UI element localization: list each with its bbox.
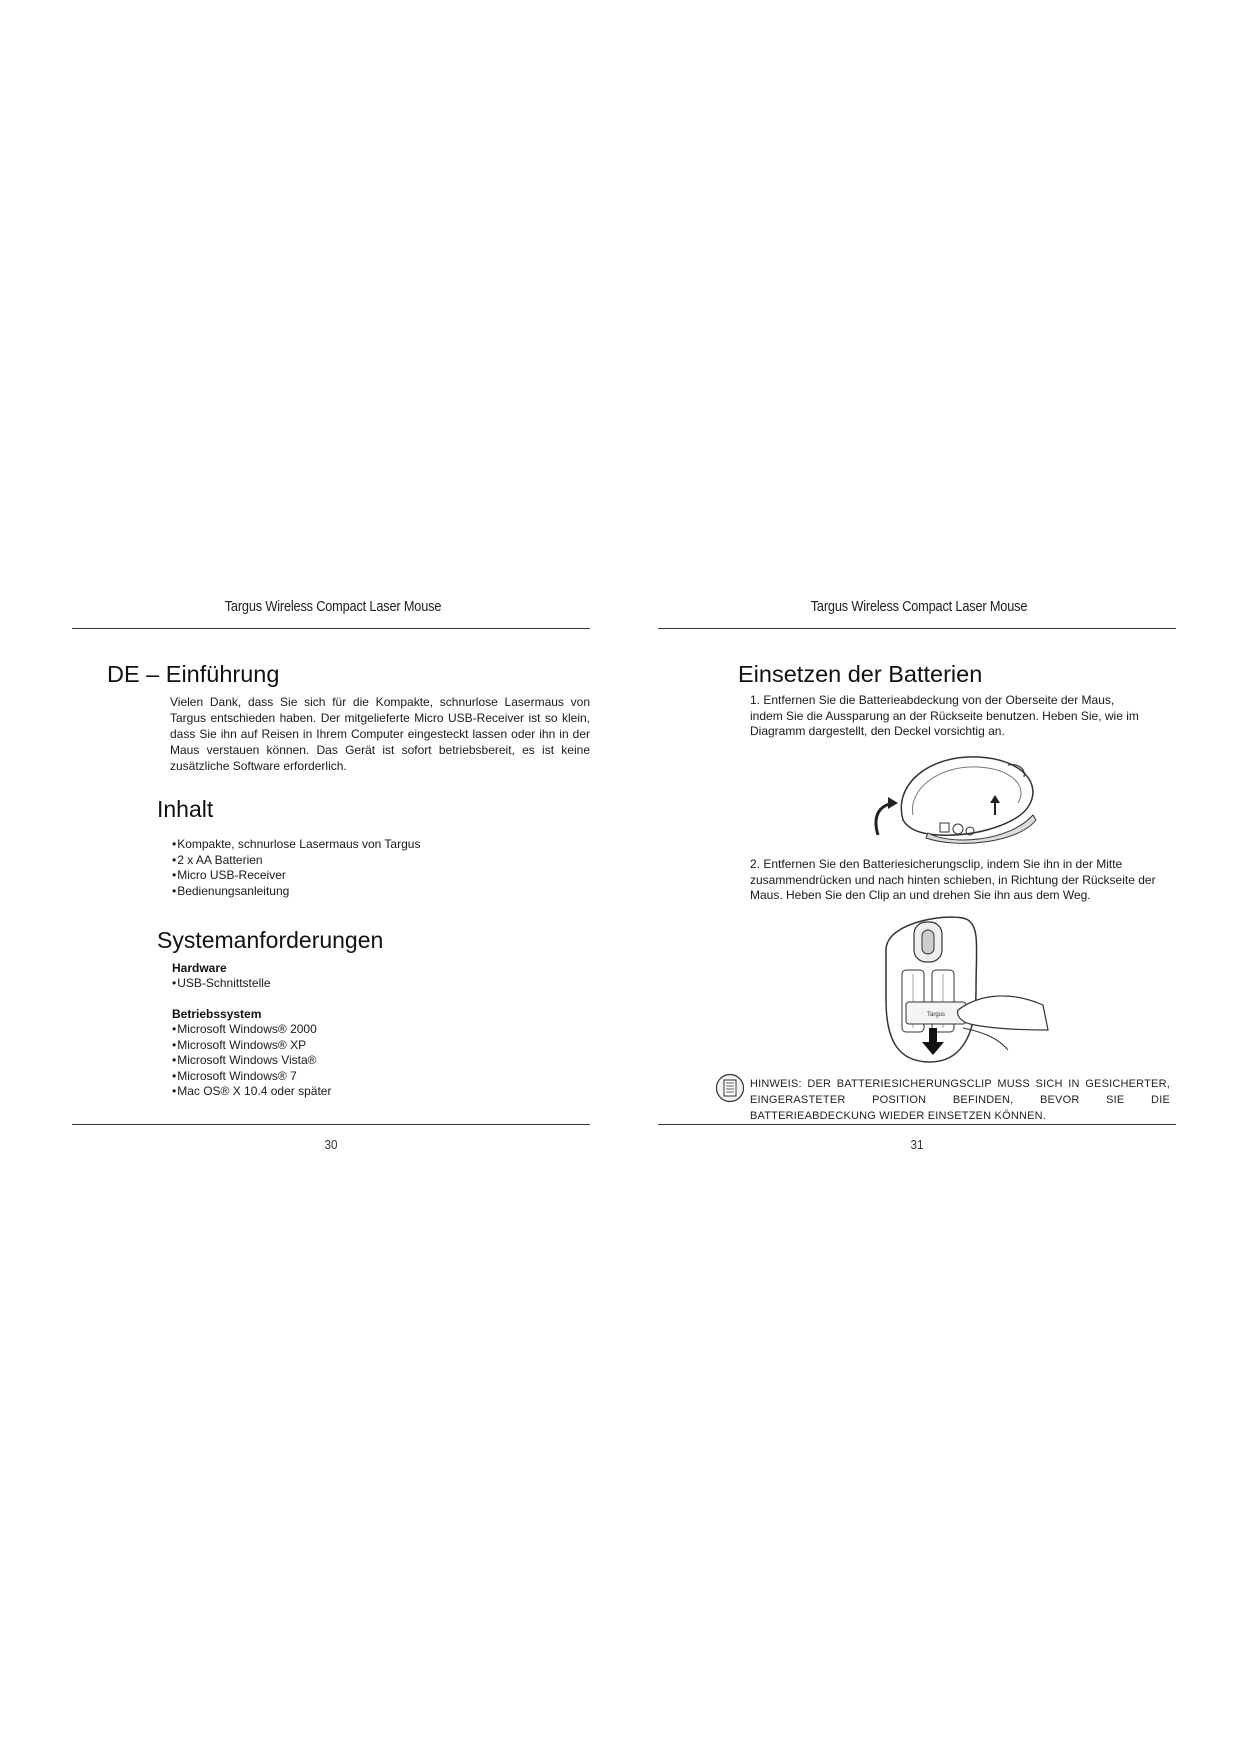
- step-number: 2.: [750, 857, 761, 871]
- list-item: • 2 x AA Batterien: [172, 853, 420, 869]
- mouse-cover-illustration: [858, 745, 1058, 845]
- note-book-icon: [715, 1073, 745, 1103]
- contents-list: [172, 837, 420, 899]
- battery-heading: Einsetzen der Batterien: [738, 661, 983, 687]
- note-text: HINWEIS: DER BATTERIESICHERUNGSCLIP MUSS SICH IN GESICHERTER, EINGERASTETER POSITION BEFINDEN, BEVOR SIE DIE BATTERIEABDECKUNG WIEDER EINSETZEN KÖNNEN.: [750, 1078, 1170, 1122]
- right-page: [658, 585, 1180, 1155]
- contents-heading: Inhalt: [157, 796, 214, 822]
- list-item: • Microsoft Windows® 2000: [172, 1022, 331, 1038]
- hardware-list: [172, 976, 271, 992]
- list-item: • Microsoft Windows® XP: [172, 1038, 331, 1054]
- page-number: 30: [324, 1137, 338, 1152]
- illustration-brand-label: Targus: [926, 1012, 946, 1018]
- list-item: • Kompakte, schnurlose Lasermaus von Targus: [172, 837, 420, 853]
- list-item: • USB-Schnittstelle: [172, 976, 271, 992]
- list-item: • Mac OS® X 10.4 oder später: [172, 1084, 331, 1100]
- battery-clip-illustration: [858, 910, 1058, 1070]
- list-item: • Microsoft Windows Vista®: [172, 1053, 331, 1069]
- footer-rule: [72, 1124, 590, 1125]
- header-rule: [72, 628, 590, 629]
- step-2: [750, 857, 1180, 904]
- os-label: Betriebssystem: [172, 1007, 262, 1021]
- step-text: Entfernen Sie die Batterieabdeckung von der Oberseite der Maus, indem Sie die Aussparung an der Rückseite benutzen. Heben Sie, wie im Diagramm dargestellt, den Deckel vorsichtig an.: [750, 693, 1139, 738]
- list-item: • Micro USB-Receiver: [172, 868, 420, 884]
- list-item: • Bedienungsanleitung: [172, 884, 420, 900]
- os-list: [172, 1022, 331, 1100]
- requirements-heading: Systemanforderungen: [157, 927, 384, 953]
- intro-paragraph: Vielen Dank, dass Sie sich für die Kompakte, schnurlose Lasermaus von Targus entschieden haben. Der mitgelieferte Micro USB-Receiver ist so klein, dass Sie ihn auf Reisen in Ihrem Computer eingesteckt lassen oder ihn in der Maus verstauen können. Das Gerät ist sofort betriebsbereit, es ist keine zusätzliche Software erforderlich.: [170, 695, 590, 773]
- intro-heading: DE – Einführung: [107, 661, 280, 687]
- running-head: Targus Wireless Compact Laser Mouse: [224, 599, 442, 615]
- hardware-label: Hardware: [172, 961, 227, 975]
- step-1: [750, 693, 1150, 740]
- page-number: 31: [910, 1137, 924, 1152]
- list-item: • Microsoft Windows® 7: [172, 1069, 331, 1085]
- footer-rule: [658, 1124, 1176, 1125]
- left-page: [72, 585, 594, 1155]
- running-head: Targus Wireless Compact Laser Mouse: [810, 599, 1028, 615]
- step-text: Entfernen Sie den Batteriesicherungsclip, indem Sie ihn in der Mitte zusammendrücken und nach hinten schieben, in Richtung der Rückseite der Maus. Heben Sie den Clip an und drehen Sie ihn aus dem Weg.: [750, 857, 1156, 902]
- header-rule: [658, 628, 1176, 629]
- step-number: 1.: [750, 693, 761, 707]
